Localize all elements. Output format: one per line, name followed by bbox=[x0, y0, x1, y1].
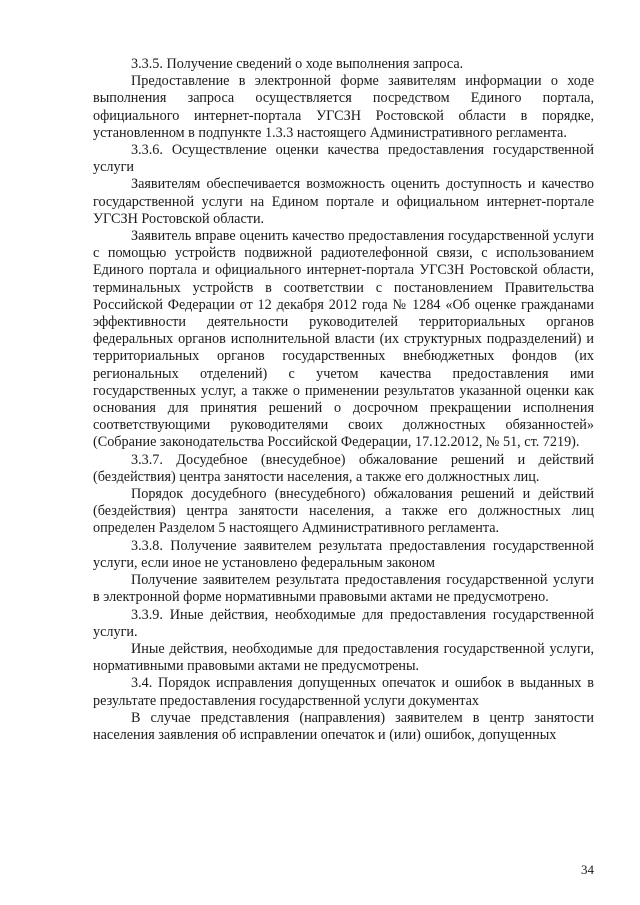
paragraph: 3.3.6. Осуществление оценки качества предоставления государственной услуги bbox=[93, 142, 594, 176]
paragraph: Иные действия, необходимые для предоставления государственной услуги, нормативными правовыми актами не предусмотрены. bbox=[93, 640, 594, 675]
paragraph: Заявителям обеспечивается возможность оценить доступность и качество государственной услуги на Едином портале и официальном интернет-портале УГСЗН Ростовской области. bbox=[93, 176, 594, 227]
paragraph: 3.3.9. Иные действия, необходимые для предоставления государственной услуги. bbox=[93, 606, 594, 640]
paragraph: Получение заявителем результата предоставления государственной услуги в электронной форме нормативными правовыми актами не предусмотрено. bbox=[93, 572, 594, 606]
paragraph: Порядок досудебного (внесудебного) обжалования решений и действий (бездействия) центра занятости населения, а также его должностных лиц определен Разделом 5 настоящего Административного регламента. bbox=[93, 486, 594, 537]
paragraph: 3.3.7. Досудебное (внесудебное) обжалование решений и действий (бездействия) центра занятости населения, а также его должностных лиц. bbox=[93, 451, 594, 485]
paragraph: 3.3.5. Получение сведений о ходе выполнения запроса. bbox=[131, 56, 464, 72]
paragraph: В случае представления (направления) заявителем в центр занятости населения заявления об исправлении опечаток и (или) ошибок, допущенных bbox=[93, 709, 594, 743]
paragraph: Заявитель вправе оценить качество предоставления государственной услуги с помощью устройств подвижной радиотелефонной связи, с использованием Единого портала и официального интернет-портала УГСЗН Ростовской области, терминальных устройств в соответствии с постановлением Правительства Российской Федерации от 12 декабря 2012 года № 1284 «Об оценке гражданами эффективности деятельности руководителей территориальных органов федеральных органов исполнительной власти (их структурных подразделений) и территориальных органов государственных внебюджетных фондов (их региональных отделений) с учетом качества предоставления ими государственных услуг, а также о применении результатов указанной оценки как основания для принятия решений о досрочном прекращении исполнения соответствующими руководителями своих должностных обязанностей» (Собрание законодательства Российской Федерации, 17.12.2012, № 51, ст. 7219). bbox=[93, 228, 594, 451]
paragraph: Предоставление в электронной форме заявителям информации о ходе выполнения запроса осуществляется посредством Единого портала, официального интернет-портала УГСЗН Ростовской области в порядке, установленном в подпункте 1.3.3 настоящего Административного регламента. bbox=[93, 73, 594, 141]
page-number: 34 bbox=[581, 862, 594, 877]
paragraph: 3.3.8. Получение заявителем результата предоставления государственной услуги, если иное не установлено федеральным законом bbox=[93, 537, 594, 571]
paragraph: 3.4. Порядок исправления допущенных опечаток и ошибок в выданных в результате предоставления государственной услуги документах bbox=[93, 675, 594, 709]
